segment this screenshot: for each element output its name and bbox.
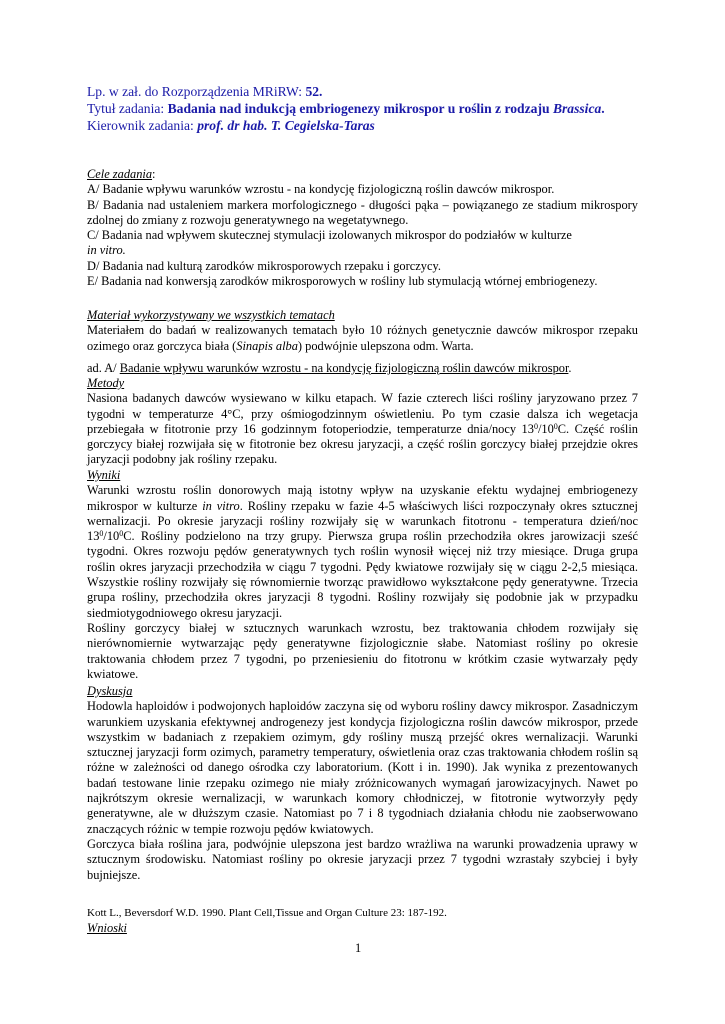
header-block [87,83,647,134]
lp-line [87,83,647,100]
material-heading: Materiał wykorzystywany we wszystkich tematach [87,308,335,322]
discussion-text-2: Gorczyca biała roślina jara, podwójnie ulepszona jest bardzo wrażliwa na warunki prowadzenia uprawy w sztucznym środowisku. Natomiast rośliny po okresie jaryzacji przez 7 tygodni wzrastały szybciej i były bujniejsze. [87,836,638,882]
methods-heading: Metody [87,376,125,390]
reference: Kott L., Beversdorf W.D. 1990. Plant Cell,Tissue and Organ Culture 23: 187-192. [87,907,447,919]
material-section [87,308,638,354]
lead-name: prof. dr hab. T. Cegielska-Taras [197,118,375,133]
conclusions-section [87,921,638,936]
goal-c: C/ Badania nad wpływem skutecznej stymulacji izolowanych mikrospor do podziałów w kulturze in vitro. [87,228,572,258]
title-prefix: Tytuł zadania: [87,101,168,116]
results-text-1: Warunki wzrostu roślin donorowych mają istotny wpływ na uzyskanie efektu wydajnej embriogenezy mikrospor w kulturze in vitro. Rośliny rzepaku w fazie 4-5 właściwych liści rozpoczynały okres sztucznej wernalizacji. Po okresie jaryzacji rośliny rozwijały się w warunkach fitotronu - temperatura dzień/noc $13^0/10^0C$. Rośliny podzielono na trzy grupy. Pierwsza grupa roślin przechodziła okres jarowizacji sześć tygodni. Okres rozwoju pędów generatywnych tych roślin wynosił więcej niż trzy miesiące. Druga grupa roślin okres jaryzacji przechodziła w ciągu 7 tygodni. Pędy kwiatowe rozwijały się w ciągu 2-2,5 miesiąca. Wszystkie rośliny rozwijały się równomiernie tworząc prawidłowo wykształcone pędy generatywne. Trzecia grupa rośliny, przechodziła okres jaryzacji 8 tygodni. Rośliny rozwijały się podobnie jak w przypadku siedmiotygodniowego okresu jaryzacji. [87,483,638,620]
goal-d: D/ Badania nad kulturą zarodków mikrosporowych rzepaku i gorczycy. [87,258,441,273]
task-lead [87,117,647,134]
goals-section [87,167,638,289]
task-title [87,100,647,117]
title-dot: . [601,101,605,116]
discussion-text-1: Hodowla haploidów i podwojonych haploidów zaczyna się od wyboru rośliny dawcy mikrospor. Zasadniczym warunkiem uzyskania efektywnej androgenezy jest kondycja fizjologiczna roślin dawców mikrospor, przede wszystkim w badaniach z rzepakiem ozimym, gdy rośliny muszą przejść okres wernalizacji. Warunki sztucznej jaryzacji form ozimych, parametry temperatury, oświetlenia oraz czas traktowania chłodem roślin są różne w zależności od danego ośrodka czy laboratorium. (Kott i in. 1990). Jak wynika z prezentowanych badań testowane linie rzepaku ozimego nie miały zróżnicowanych wymagań jarowizacyjnych. Nawet po najkrótszym okresie wernalizacji, w warunkach komory chłodniczej, w fitotronie wytworzyły pędy generatywne, ale w dłuższym czasie. Natomiast po 7 i 8 tygodniach działania chłodu nie zaobserwowano znaczących różnic w tempie rozwoju pędów kwiatowych. [87,699,638,836]
results-text-2: Rośliny gorczycy białej w sztucznych warunkach wzrostu, bez traktowania chłodem rozwijały się nierównomiernie wytwarzając pędy generatywne fizjologicznie słabe. Natomiast rośliny po okresie traktowania chłodem przez 7 tygodni, po przeniesieniu do fitotronu w krótkim czasie wytwarzały pędy kwiatowe. [87,620,638,681]
material-text: Materiałem do badań w realizowanych tematach było 10 różnych genetycznie dawców mikrospor rzepaku ozimego oraz gorczyca biała (Sinapis alba) podwójnie ulepszona odm. Warta. [87,323,638,353]
conclusions-heading: Wnioski [87,921,127,935]
page-number: 1 [355,941,362,955]
title-genus: Brassica [552,101,602,116]
lp-prefix: Lp. w zał. do Rozporządzenia MRiRW: [87,84,306,99]
goals-heading: Cele zadania: [87,167,156,181]
results-heading: Wyniki [87,468,121,482]
goal-b: B/ Badania nad ustaleniem markera morfologicznego - długości pąka – powiązanego ze stadium mikrospory zdolnej do zmiany z rozwoju generatywnego na wegetatywnego. [87,197,638,227]
methods-section [87,376,638,468]
methods-text: Nasiona badanych dawców wysiewano w kilku etapach. W fazie czterech liści rośliny jaryzowano przez 7 tygodni w temperaturze 4°C, przy ośmiogodzinnym oświetleniu. Po tym czasie dalsza ich wegetacja przebiegała w fitotronie przy 16 godzinnym fotoperiodzie, temperaturze dnia/nocy $13^0/10^0C$. Część roślin gorczycy białej rozwijała się w fitotronie bez okresu jaryzacji, a część roślin gorczycy białej przejdzie okres jaryzacji podobny jak rośliny rzepaku. [87,391,638,467]
goal-a: A/ Badanie wpływu warunków wzrostu - na kondycję fizjologiczną roślin dawców mikrospor. [87,182,555,197]
discussion-section [87,684,638,883]
title-text: Badania nad indukcją embriogenezy mikrospor u roślin z rodzaju [167,101,550,116]
results-section [87,468,638,682]
lead-prefix: Kierownik zadania: [87,118,198,133]
goal-e: E/ Badania nad konwersją zarodków mikrosporowych w rośliny lub stymulacją wtórnej embriogenezy. [87,274,598,289]
section-a-title: ad. A/ Badanie wpływu warunków wzrostu - na kondycję fizjologiczną roślin dawców mikrospor. [87,361,572,375]
lp-number: 52. [305,84,323,99]
discussion-heading: Dyskusja [87,684,133,698]
